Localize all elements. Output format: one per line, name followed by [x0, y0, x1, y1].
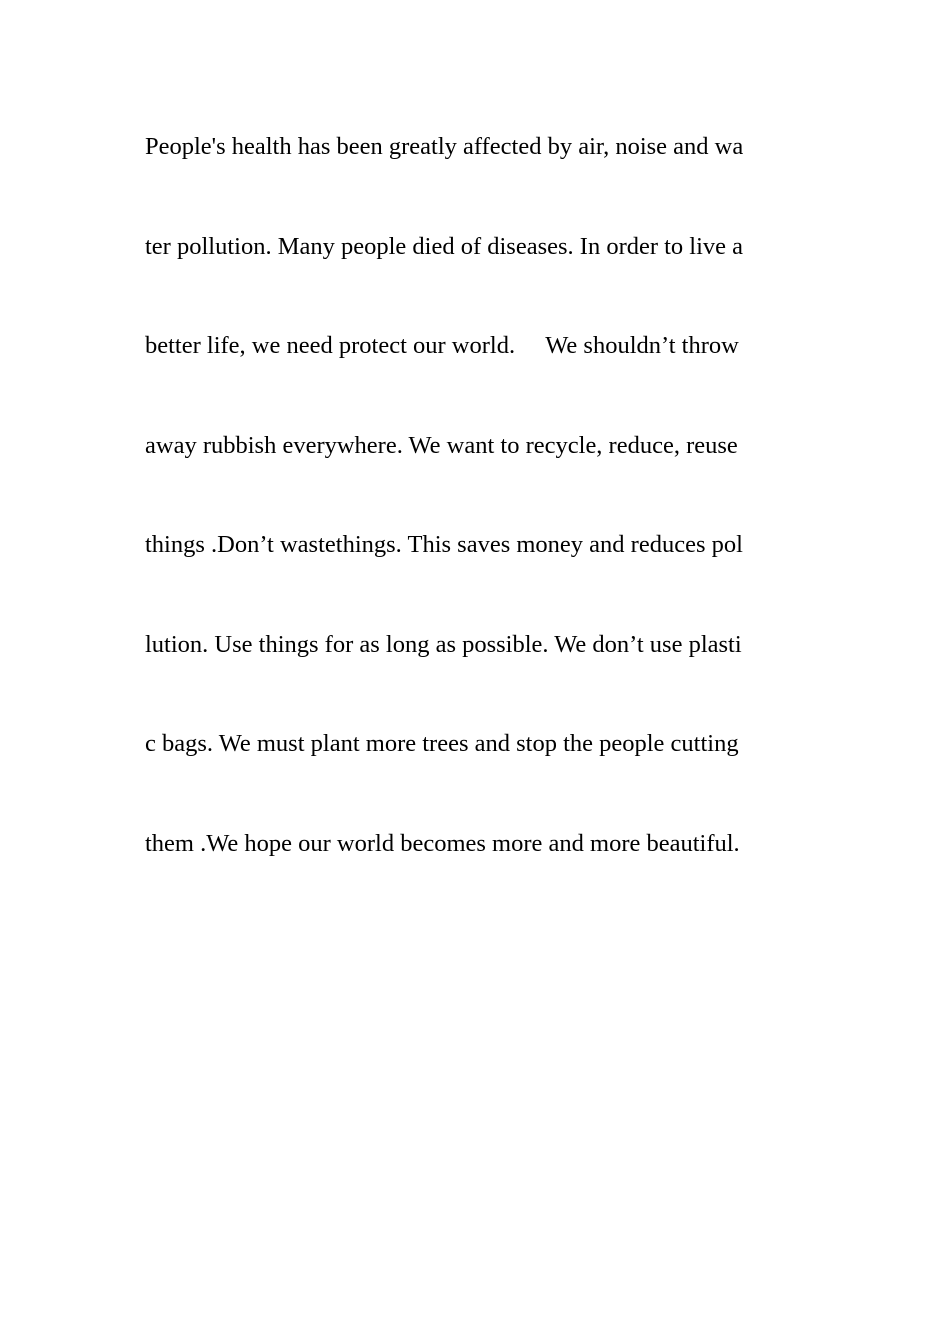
text-line-6: lution. Use things for as long as possible. We don’t use plasti	[145, 630, 742, 658]
text-line-3: better life, we need protect our world. We shouldn’t throw	[145, 332, 739, 359]
text-line-4: away rubbish everywhere. We want to recycle, reduce, reuse	[145, 431, 738, 459]
text-line-5: things .Don’t wastethings. This saves money and reduces pol	[145, 531, 743, 558]
text-line-2: ter pollution. Many people died of diseases. In order to live a	[145, 232, 744, 260]
text-line-1: People's health has been greatly affected by air, noise and wa	[145, 133, 744, 160]
text-line-8: them .We hope our world becomes more and more beautiful.	[145, 829, 740, 857]
text-line-7: c bags. We must plant more trees and stop the people cutting	[145, 730, 739, 757]
